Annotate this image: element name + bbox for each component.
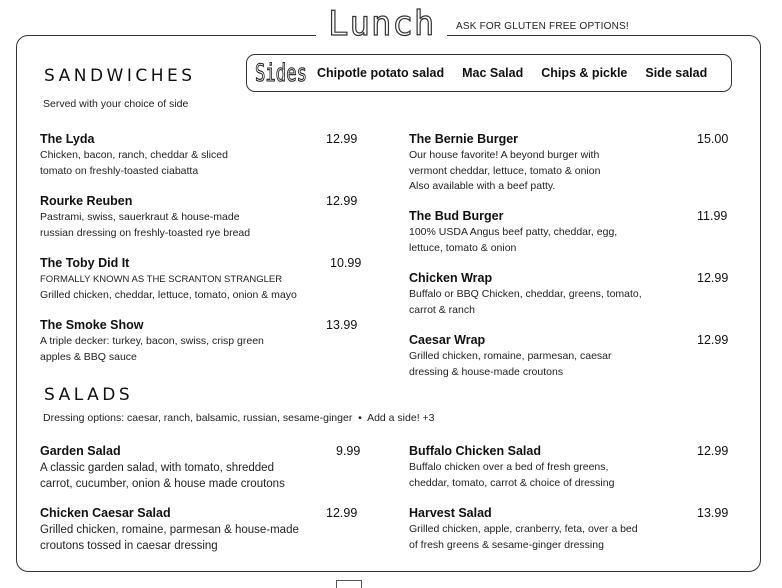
item-name: Buffalo Chicken Salad	[409, 444, 541, 458]
item-desc: Grilled chicken, apple, cranberry, feta, over a bed	[409, 523, 638, 535]
item-name: The Bud Burger	[409, 209, 504, 223]
item-desc: croutons tossed in caesar dressing	[40, 540, 218, 552]
item-desc: Grilled chicken, romaine, parmesan & house-made	[40, 524, 299, 536]
gluten-free-note: ASK FOR GLUTEN FREE OPTIONS!	[456, 21, 633, 32]
item-desc: of fresh greens & sesame-ginger dressing	[409, 538, 604, 551]
menu-item-garden-salad	[40, 443, 361, 492]
page-title: Lunch	[328, 4, 436, 44]
menu-item-harvest-salad	[409, 505, 729, 553]
side-item: Chips & pickle	[541, 66, 628, 80]
side-item: Side salad	[645, 66, 708, 80]
item-desc: A triple decker: turkey, bacon, swiss, crisp green	[40, 335, 264, 347]
item-desc: lettuce, tomato & onion	[409, 241, 517, 254]
menu-item-buffalo-chicken-salad	[409, 443, 729, 491]
sides-label: Sides	[255, 59, 308, 87]
item-price: 10.99	[330, 256, 362, 270]
footer-decoration	[336, 580, 362, 588]
item-desc: Buffalo chicken over a bed of fresh greens,	[409, 461, 609, 473]
item-price: 12.99	[697, 333, 729, 347]
item-desc: tomato on freshly-toasted ciabatta	[40, 164, 199, 177]
item-name: The Lyda	[40, 132, 95, 146]
item-desc: russian dressing on freshly-toasted rye bread	[40, 226, 251, 239]
item-name: Harvest Salad	[409, 506, 492, 520]
item-desc: carrot & ranch	[409, 303, 475, 316]
menu-item-chicken-caesar-salad	[40, 505, 358, 554]
side-item: Chipotle potato salad	[317, 66, 445, 80]
menu-item-chicken-wrap	[409, 270, 729, 318]
item-name: Chicken Caesar Salad	[40, 506, 171, 520]
item-price: 12.99	[697, 271, 729, 285]
menu-item-rourke-reuben	[40, 193, 358, 241]
menu-item-caesar-wrap	[409, 332, 729, 380]
item-desc: 100% USDA Angus beef patty, cheddar, egg,	[409, 226, 618, 238]
sandwiches-note: Served with your choice of side	[43, 98, 189, 110]
menu-header	[316, 2, 447, 42]
item-desc: cheddar, tomato, carrot & choice of dressing	[409, 476, 615, 489]
item-name: The Bernie Burger	[409, 132, 519, 146]
item-desc: Buffalo or BBQ Chicken, cheddar, greens, tomato,	[409, 288, 642, 300]
sandwiches-heading: SANDWICHES	[44, 66, 196, 86]
item-desc: Also available with a beef patty.	[409, 180, 556, 192]
item-desc: carrot, cucumber, onion & house made croutons	[40, 478, 285, 490]
menu-item-the-toby-did-it	[40, 255, 362, 303]
item-price: 12.99	[326, 506, 358, 520]
menu-item-the-lyda	[40, 131, 358, 179]
item-name: Garden Salad	[40, 444, 121, 458]
item-name: The Smoke Show	[40, 318, 144, 332]
item-desc: vermont cheddar, lettuce, tomato & onion	[409, 164, 601, 177]
item-desc: Our house favorite! A beyond burger with	[409, 149, 600, 161]
item-price: 12.99	[326, 194, 358, 208]
item-desc: Grilled chicken, cheddar, lettuce, tomato, onion & mayo	[40, 288, 297, 301]
item-name: Chicken Wrap	[409, 271, 493, 285]
sides-box	[246, 54, 732, 92]
item-name: The Toby Did It	[40, 256, 130, 270]
menu-item-the-smoke-show	[40, 317, 358, 365]
item-name: Caesar Wrap	[409, 333, 486, 347]
item-desc: Chicken, bacon, ranch, cheddar & sliced	[40, 149, 228, 161]
item-desc: A classic garden salad, with tomato, shredded	[40, 462, 274, 474]
item-desc: FORMALLY KNOWN AS THE SCRANTON STRANGLER	[40, 274, 283, 285]
item-desc: dressing & house-made croutons	[409, 365, 564, 378]
item-price: 13.99	[697, 506, 729, 520]
menu-item-the-bernie-burger	[409, 131, 729, 195]
item-price: 12.99	[326, 132, 358, 146]
item-name: Rourke Reuben	[40, 194, 133, 208]
salads-note: Dressing options: caesar, ranch, balsamic, russian, sesame-ginger • Add a side! +3	[43, 412, 435, 424]
item-price: 9.99	[336, 444, 361, 458]
salads-heading: SALADS	[44, 385, 134, 405]
item-price: 12.99	[697, 444, 729, 458]
item-desc: Grilled chicken, romaine, parmesan, caesar	[409, 350, 612, 362]
menu-item-the-bud-burger	[409, 208, 728, 256]
item-desc: Pastrami, swiss, sauerkraut & house-made	[40, 211, 240, 223]
side-item: Mac Salad	[462, 66, 524, 80]
item-price: 15.00	[697, 132, 729, 146]
item-price: 11.99	[697, 209, 728, 223]
item-desc: apples & BBQ sauce	[40, 350, 137, 363]
item-price: 13.99	[326, 318, 358, 332]
